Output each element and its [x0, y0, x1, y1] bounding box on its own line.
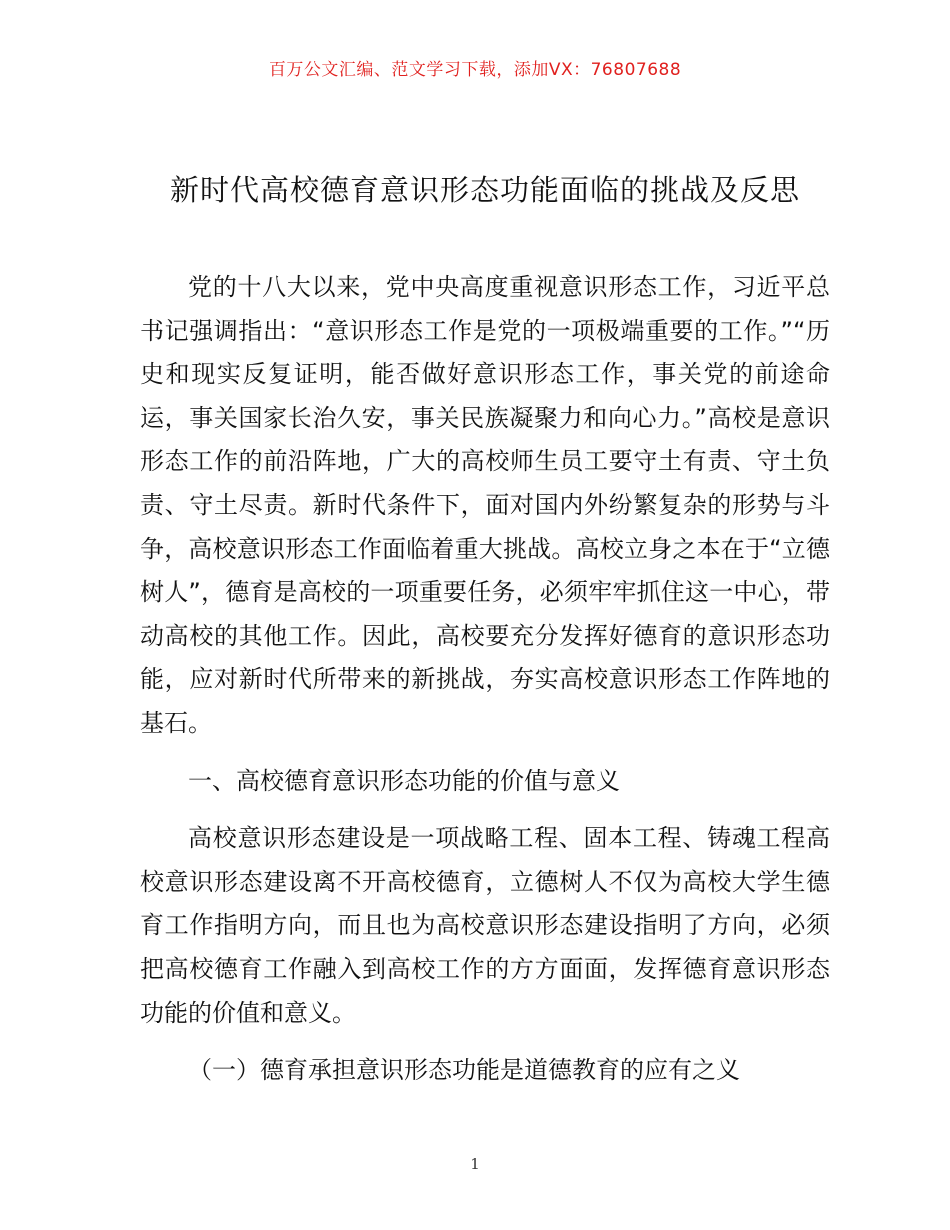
intro-paragraph: 党的十八大以来，党中央高度重视意识形态工作，习近平总书记强调指出：“意识形态工作是党的一项极端重要的工作。”“历史和现实反复证明，能否做好意识形态工作，事关党的前途命运，事关国家长治久安，事关民族凝聚力和向心力。”高校是意识形态工作的前沿阵地，广大的高校师生员工要守土有责、守土负责、守土尽责。新时代条件下，面对国内外纷繁复杂的形势与斗争，高校意识形态工作面临着重大挑战。高校立身之本在于“立德树人”，德育是高校的一项重要任务，必须牢牢抓住这一中心，带动高校的其他工作。因此，高校要充分发挥好德育的意识形态功能，应对新时代所带来的新挑战，夯实高校意识形态工作阵地的基石。: [140, 273, 830, 737]
document-title: 新时代高校德育意识形态功能面临的挑战及反思: [169, 173, 800, 207]
document-body: [140, 266, 830, 1093]
section-1-paragraph: 高校意识形态建设是一项战略工程、固本工程、铸魂工程高校意识形态建设离不开高校德育，立德树人不仅为高校大学生德育工作指明方向，而且也为高校意识形态建设指明了方向，必须把高校德育工作融入到高校工作的方方面面，发挥德育意识形态功能的价值和意义。: [140, 824, 830, 1027]
subsection-heading-1-1: （一）德育承担意识形态功能是道德教育的应有之义: [188, 1056, 740, 1085]
header-banner: 百万公文汇编、范文学习下载，添加VX：76807688: [268, 60, 682, 80]
page-number: 1: [470, 1155, 480, 1173]
section-heading-1: 一、高校德育意识形态功能的价值与意义: [188, 766, 620, 795]
